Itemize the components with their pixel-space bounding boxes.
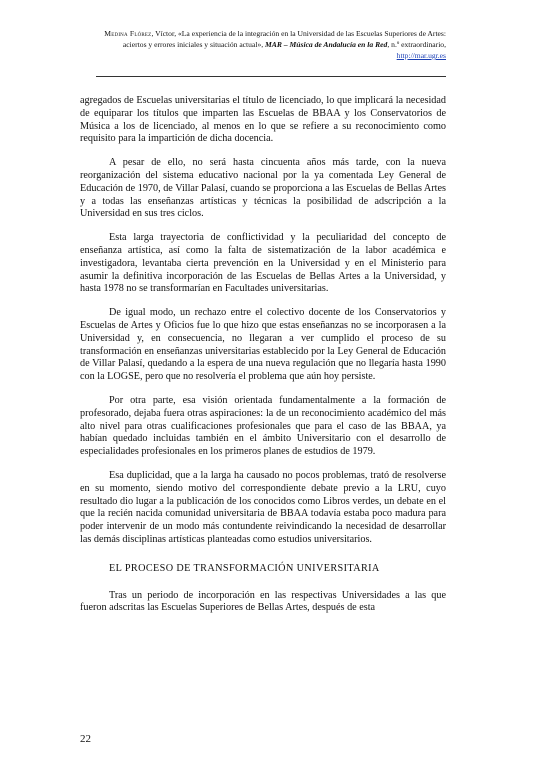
running-header: [96, 28, 446, 61]
page-number: 22: [80, 733, 91, 745]
body-text: [80, 95, 446, 626]
paragraph-2: A pesar de ello, no será hasta cincuenta años más tarde, con la nueva reorganización del sistema educativo nacional por la ya comentada Ley General de Educación de 1970, de Villar Palasí, cuando se proporciona a las Escuelas de Bellas Artes y a todas las enseñanzas artísticas y técnicas la posibilidad de adscripción a la Universidad en sus tres ciclos.: [80, 157, 446, 220]
paragraph-5: Por otra parte, esa visión orientada fundamentalmente a la formación de profesorado, dejaba fuera otras aspiraciones: la de un reconocimiento académico del más alto nivel para otras cualificaciones profesionales que para el caso de las BBAA, ya habían quedado incluidas también en el ámbito Universitario con el desarrollo de especialidades profesionales en los primeros planes de estudios de 1979.: [80, 394, 446, 458]
paragraph-7: Tras un periodo de incorporación en las respectivas Universidades a las que fueron adscritas las Escuelas Superiores de Bellas Artes, después de esta: [80, 589, 446, 614]
header-issue: , n.º extraordinario,: [387, 40, 446, 49]
header-url-link[interactable]: http://mar.ugr.es: [396, 51, 446, 60]
header-journal: MAR – Música de Andalucía en la Red: [265, 40, 388, 49]
paragraph-3: Esta larga trayectoria de conflictividad y la peculiaridad del concepto de enseñanza artística, así como la falta de sistematización de la labor académica e investigadora, levantaba cierta prevención en la Universidad y en el Ministerio para asumir la definitiva incorporación de las Escuelas de Bellas Artes a la Universidad, y hasta 1978 no se transformarían en Facultades universitarias.: [80, 232, 446, 295]
section-heading: EL PROCESO DE TRANSFORMACIÓN UNIVERSITARIA: [109, 562, 380, 574]
header-divider: [96, 76, 446, 77]
paragraph-1: agregados de Escuelas universitarias el título de licenciado, lo que implicará la necesidad de equiparar los títulos que imparten las Escuelas de BBAA y los Conservatorios de Música a los de licenciado, al menos en lo que se refiere a su reconocimiento como requisito para la impartición de dicha docencia.: [80, 95, 446, 145]
paragraph-4: De igual modo, un rechazo entre el colectivo docente de los Conservatorios y Escuelas de Artes y Oficios fue lo que hizo que estas enseñanzas no se incorporasen a la Universidad y, en consecuencia, no llegaran a ver cumplido el proceso de su transformación en enseñanzas universitarias establecido por la Ley General de Educación de Villar Palasí, quedando a la espera de una nueva regulación que no llegaría hasta 1990 con la LOGSE, pero que no resolvería el problema que aún hoy persiste.: [80, 307, 446, 383]
header-author: Medina Flórez: [104, 29, 152, 38]
paragraph-6: Esa duplicidad, que a la larga ha causado no pocos problemas, trató de resolverse en su momento, siendo motivo del correspondiente debate previo a la LRU, cuyo resultado dio lugar a la publicación de los conocidos como Libros verdes, un debate en el que la recién nacida comunidad universitaria de BBAA todavía estaba poco madura para poder intervenir de un modo más contundente reivindicando la necesidad de desarrollar las demás disciplinas artísticas planteadas como estudios universitarios.: [80, 469, 446, 545]
header-citation: , Víctor, «La experiencia de la integración en la Universidad de las Escuelas Superiores de Artes: aciertos y errores iniciales y situación actual»,: [122, 29, 446, 49]
